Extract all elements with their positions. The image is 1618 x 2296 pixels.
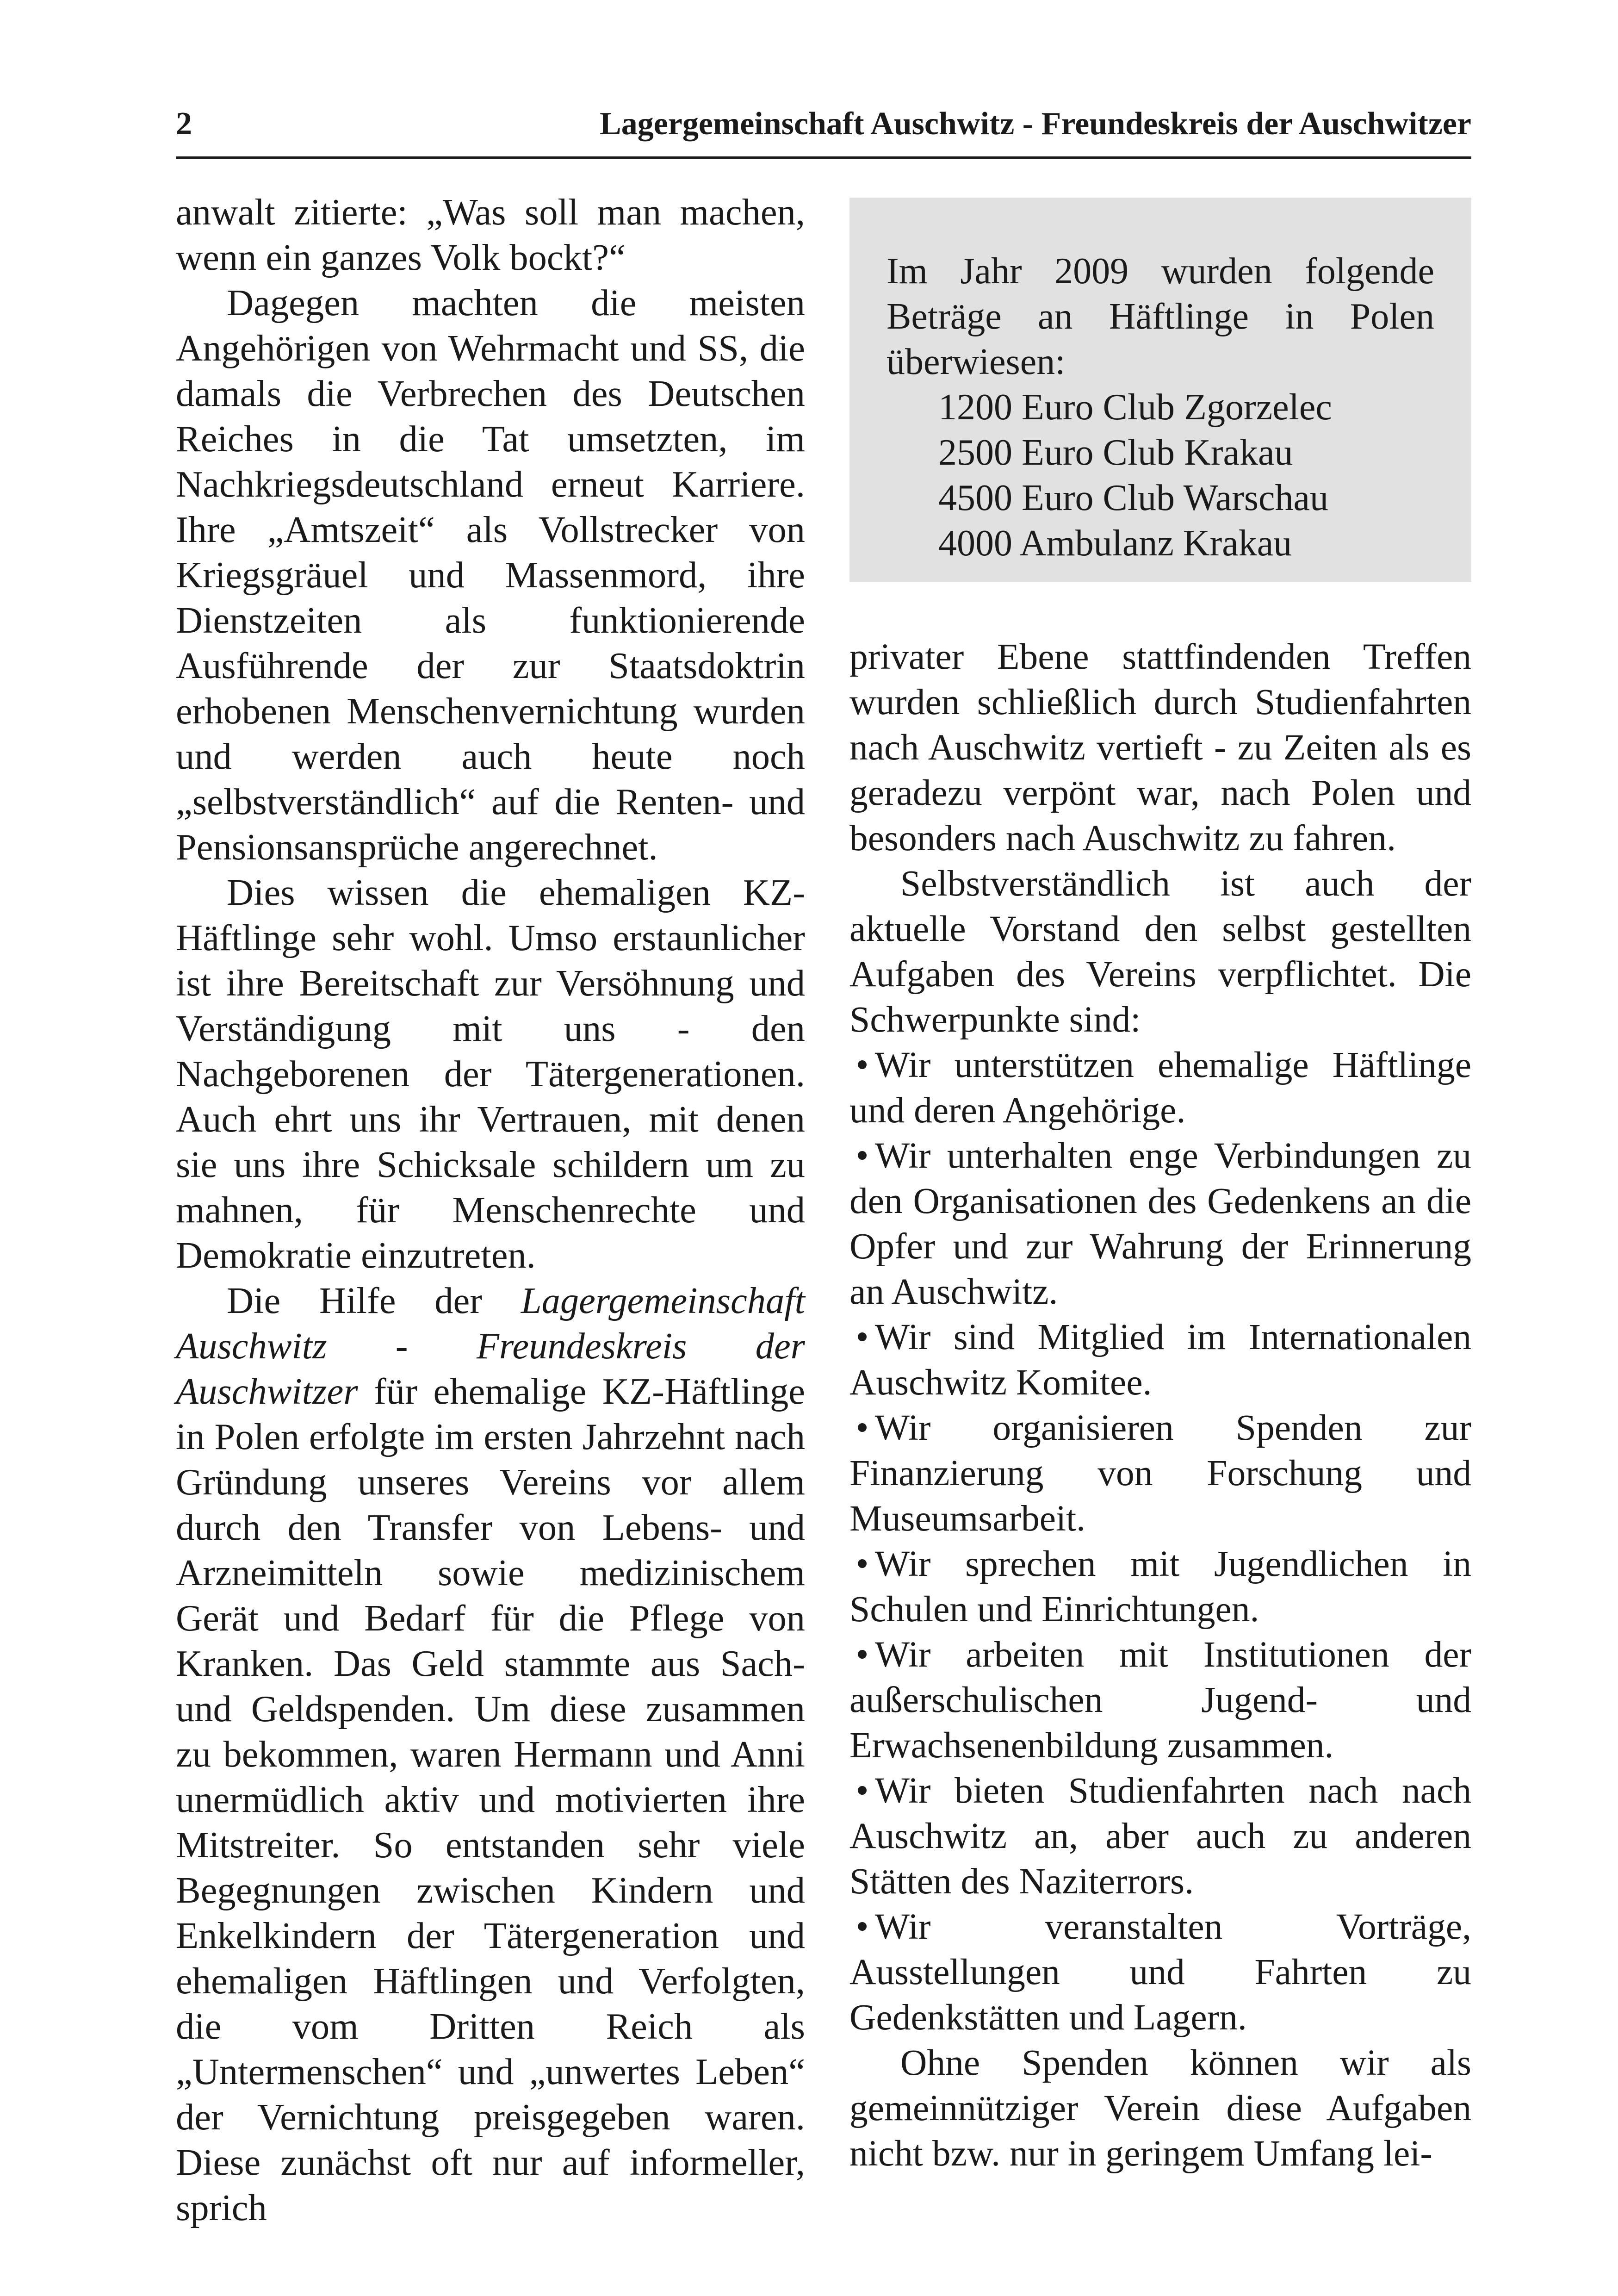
bullet-icon: •: [855, 1543, 869, 1584]
list-item-text: Wir bieten Studienfahrten nach nach Auschwitz an, aber auch zu anderen Stätten des Naziterrors.: [849, 1770, 1471, 1902]
list-item: [849, 1632, 1471, 1768]
running-title: Lagergemeinschaft Auschwitz - Freundeskreis der Auschwitzer: [600, 106, 1471, 142]
bullet-icon: •: [855, 1634, 869, 1675]
list-item-text: Wir sind Mitglied im Internationalen Auschwitz Komitee.: [849, 1317, 1471, 1403]
donation-item: 4000 Ambulanz Krakau: [938, 523, 1292, 564]
list-item-text: Wir unterhalten enge Verbindungen zu den Organisationen des Gedenkens an die Opfer und zur Wahrung der Erinnerung an Auschwitz.: [849, 1135, 1471, 1312]
donation-infobox: [849, 198, 1471, 582]
right-column: [849, 634, 1471, 2176]
list-item: [849, 1904, 1471, 2040]
list-item: [849, 1042, 1471, 1133]
list-item-text: Wir veranstalten Vorträge, Ausstellungen und Fahrten zu Gedenkstätten und Lagern.: [849, 1906, 1471, 2038]
text-run: für ehemalige KZ-Häftlinge in Polen erfolgte im ersten Jahrzehnt nach Gründung unseres Vereins vor allem durch den Transfer von Lebens- und Arzneimitteln sowie medizinischem Gerät und Bedarf für die Pflege von Kranken. Das Geld stammte aus Sach- und Geldspenden. Um diese zusammen zu bekommen, waren Hermann und Anni unermüdlich aktiv und motivierten ihre Mitstreiter. So entstanden sehr viele Begegnungen zwischen Kindern und Enkelkindern der Tätergeneration und ehemaligen Häftlingen und Verfolgten, die vom Dritten Reich als „Untermenschen“ und „unwertes Leben“ der Vernichtung preisgegeben waren. Diese zunächst oft nur auf informeller, sprich: [176, 1371, 805, 2228]
paragraph: Ohne Spenden können wir als gemeinnütziger Verein diese Aufgaben nicht bzw. nur in geringem Umfang lei-: [849, 2042, 1471, 2174]
page-number: 2: [176, 106, 192, 142]
left-column: [176, 190, 805, 2231]
paragraph: Selbstverständlich ist auch der aktuelle Vorstand den selbst gestellten Aufgaben des Vereins verpflichtet. Die Schwerpunkte sind:: [849, 863, 1471, 1040]
donation-item: 2500 Euro Club Krakau: [938, 432, 1293, 473]
paragraph: privater Ebene stattfindenden Treffen wurden schließlich durch Studienfahrten nach Auschwitz vertieft - zu Zeiten als es geradezu verpönt war, nach Polen und besonders nach Auschwitz zu fahren.: [849, 636, 1471, 859]
bullet-icon: •: [855, 1135, 869, 1176]
bullet-icon: •: [855, 1317, 869, 1357]
text-run: Die Hilfe der: [227, 1280, 521, 1321]
bullet-icon: •: [855, 1906, 869, 1947]
page-header: [176, 101, 1471, 159]
list-item-text: Wir arbeiten mit Institutionen der außerschulischen Jugend- und Erwachsenenbildung zusammen.: [849, 1634, 1471, 1766]
paragraph: Dies wissen die ehemaligen KZ-Häftlinge sehr wohl. Umso erstaunlicher ist ihre Bereitschaft zur Versöhnung und Verständigung mit uns - den Nachgeborenen der Tätergenerationen. Auch ehrt uns ihr Vertrauen, mit denen sie uns ihre Schicksale schildern um zu mahnen, für Menschenrechte und Demokratie einzutreten.: [176, 872, 805, 1276]
bullet-icon: •: [855, 1407, 869, 1448]
donation-item: 1200 Euro Club Zgorzelec: [938, 387, 1332, 428]
paragraph: Dagegen machten die meisten Angehörigen von Wehrmacht und SS, die damals die Verbrechen des Deutschen Reiches in die Tat umsetzten, im Nachkriegsdeutschland erneut Karriere. Ihre „Amtszeit“ als Vollstrecker von Kriegsgräuel und Massenmord, ihre Dienstzeiten als funktionierende Ausführende der zur Staatsdoktrin erhobenen Menschenvernichtung wurden und werden auch heute noch „selbstverständlich“ auf die Renten- und Pensionsansprüche angerechnet.: [176, 282, 805, 868]
organization-name: Lagergemeinschaft Auschwitz - Freundeskreis der Auschwitzer: [176, 1280, 805, 1412]
donation-list: [886, 385, 1434, 566]
list-item: [849, 1541, 1471, 1632]
list-item-text: Wir organisieren Spenden zur Finanzierung von Forschung und Museumsarbeit.: [849, 1407, 1471, 1539]
bullet-icon: •: [855, 1045, 869, 1085]
list-item: [849, 1405, 1471, 1541]
list-item: [849, 1768, 1471, 1904]
paragraph: [176, 1278, 805, 2231]
paragraph: anwalt zitierte: „Was soll man machen, wenn ein ganzes Volk bockt?“: [176, 192, 805, 278]
list-item-text: Wir unterstützen ehemalige Häftlinge und deren Angehörige.: [849, 1045, 1471, 1131]
list-item: [849, 1133, 1471, 1314]
bullet-icon: •: [855, 1770, 869, 1811]
list-item-text: Wir sprechen mit Jugendlichen in Schulen und Einrichtungen.: [849, 1543, 1471, 1630]
infobox-intro: Im Jahr 2009 wurden folgende Beträge an Häftlinge in Polen überwiesen:: [886, 251, 1434, 382]
donation-item: 4500 Euro Club Warschau: [938, 478, 1329, 518]
list-item: [849, 1314, 1471, 1405]
